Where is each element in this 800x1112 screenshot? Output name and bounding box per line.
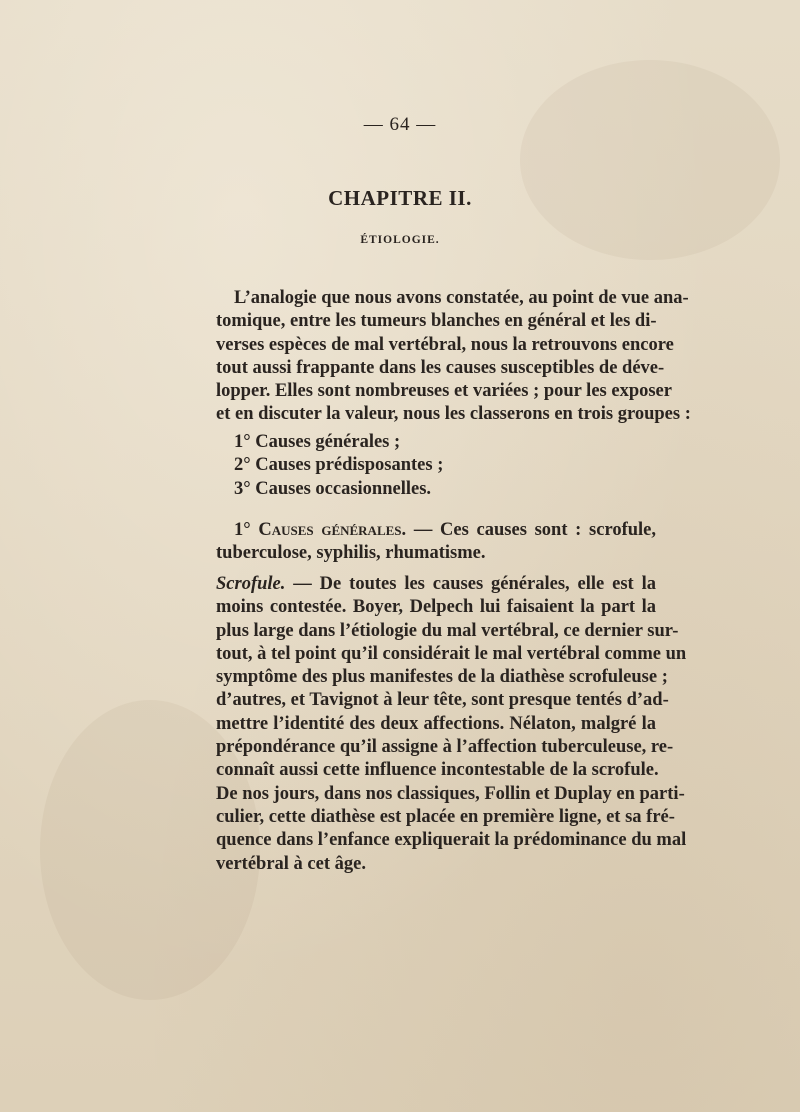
text-line: tout aussi frappante dans les causes susceptibles de déve- bbox=[216, 357, 665, 378]
paragraph-scrofula bbox=[216, 573, 687, 876]
text-line: tuberculose, syphilis, rhumatisme. bbox=[216, 543, 486, 564]
text-line bbox=[216, 573, 656, 596]
text-line: mettre l’identité des deux affections. Nélaton, malgré la bbox=[216, 713, 656, 734]
text-line: verses espèces de mal vertébral, nous la retrouvons encore bbox=[216, 334, 674, 355]
list-item: 1° Causes générales ; bbox=[234, 432, 401, 452]
text-line: symptôme des plus manifestes de la diathèse scrofuleuse ; bbox=[216, 667, 668, 688]
section-heading: Causes générales. bbox=[258, 520, 407, 540]
text-line: connaît aussi cette influence incontestable de la scrofule. bbox=[216, 760, 659, 781]
text-line: prépondérance qu’il assigne à l’affection tuberculeuse, re- bbox=[216, 737, 674, 758]
text-line: et en discuter la valeur, nous les classerons en trois groupes : bbox=[216, 404, 691, 425]
chapter-subtitle: ÉTIOLOGIE. bbox=[360, 234, 440, 246]
paragraph-introduction bbox=[216, 287, 691, 427]
text-line: plus large dans l’étiologie du mal vertébral, ce dernier sur- bbox=[216, 620, 679, 641]
text-line bbox=[216, 519, 656, 542]
text-line: culier, cette diathèse est placée en première ligne, et sa fré- bbox=[216, 806, 675, 827]
text-line: L’analogie que nous avons constatée, au point de vue ana- bbox=[234, 288, 689, 308]
text-line: vertébral à cet âge. bbox=[216, 853, 366, 874]
section-heading: Scrofule. bbox=[216, 574, 286, 594]
text-line: quence dans l’enfance expliquerait la prédominance du mal bbox=[216, 830, 687, 851]
text-line: moins contestée. Boyer, Delpech lui faisaient la part la bbox=[216, 597, 656, 618]
cause-groups-list bbox=[216, 431, 656, 501]
section-number: 1° bbox=[234, 520, 251, 540]
text-fragment: — Ces causes sont : scrofule, bbox=[413, 520, 657, 540]
chapter-title: CHAPITRE II. bbox=[328, 186, 472, 210]
text-line: De nos jours, dans nos classiques, Follin et Duplay en parti- bbox=[216, 783, 685, 804]
list-item: 3° Causes occasionnelles. bbox=[234, 478, 432, 499]
paragraph-general-causes bbox=[216, 519, 656, 566]
text-fragment: — De toutes les causes générales, elle est la bbox=[293, 574, 657, 594]
text-line: tout, à tel point qu’il considérait le mal vertébral comme un bbox=[216, 643, 687, 664]
text-line: d’autres, et Tavignot à leur tête, sont presque tentés d’ad- bbox=[216, 690, 669, 711]
text-line: lopper. Elles sont nombreuses et variées ; pour les exposer bbox=[216, 381, 672, 402]
paper-stain bbox=[520, 60, 780, 260]
list-item: 2° Causes prédisposantes ; bbox=[234, 455, 444, 476]
text-line: tomique, entre les tumeurs blanches en général et les di- bbox=[216, 311, 657, 332]
page-number: — 64 — bbox=[363, 114, 437, 135]
